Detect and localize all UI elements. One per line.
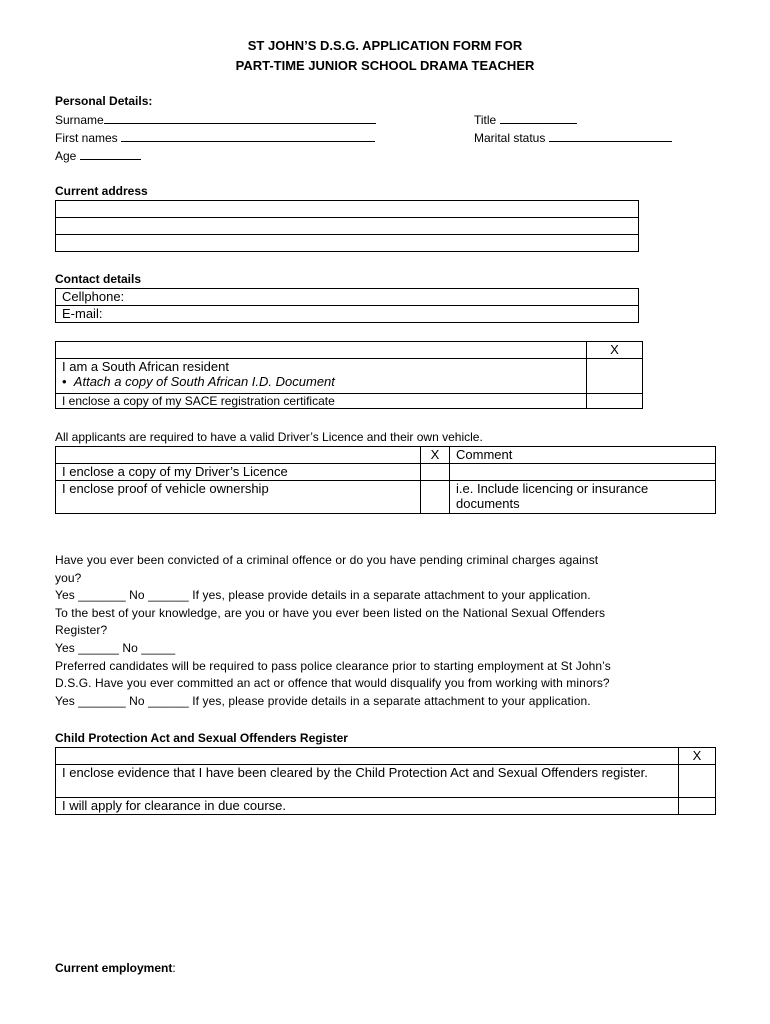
current-employment-heading: Current employment bbox=[55, 961, 173, 975]
attach-id-item: • Attach a copy of South African I.D. Document bbox=[62, 374, 335, 389]
licence-copy-label: I enclose a copy of my Driver’s Licence bbox=[56, 464, 421, 481]
residency-x-header: X bbox=[587, 342, 643, 359]
q3-answer[interactable]: Yes _______ No ______ If yes, please provide details in a separate attachment to your application. bbox=[55, 693, 591, 708]
sace-x-cell[interactable] bbox=[587, 394, 643, 409]
title-row bbox=[474, 112, 577, 127]
resident-x-cell[interactable] bbox=[587, 359, 643, 394]
email-field[interactable]: E-mail: bbox=[56, 306, 639, 323]
licence-copy-comment-cell[interactable] bbox=[450, 464, 716, 481]
licence-copy-x-cell[interactable] bbox=[421, 464, 450, 481]
first-names-row bbox=[55, 130, 375, 145]
surname-field[interactable] bbox=[104, 112, 376, 124]
child-protection-x-header: X bbox=[679, 748, 716, 765]
q1-text-b: you? bbox=[55, 570, 82, 585]
apply-clearance-label: I will apply for clearance in due course. bbox=[56, 798, 679, 815]
licence-x-header: X bbox=[421, 447, 450, 464]
first-names-field[interactable] bbox=[121, 130, 375, 142]
q3-text-b: D.S.G. Have you ever committed an act or offence that would disqualify you from working with minors? bbox=[55, 676, 610, 691]
vehicle-ownership-x-cell[interactable] bbox=[421, 481, 450, 514]
age-field[interactable] bbox=[80, 148, 141, 160]
sace-label: I enclose a copy of my SACE registration certificate bbox=[56, 394, 587, 409]
q1-answer[interactable]: Yes _______ No ______ If yes, please provide details in a separate attachment to your application. bbox=[55, 588, 591, 603]
address-line-3[interactable] bbox=[56, 235, 639, 252]
vehicle-ownership-label: I enclose proof of vehicle ownership bbox=[56, 481, 421, 514]
title-field[interactable] bbox=[500, 112, 577, 124]
residency-row bbox=[56, 359, 587, 394]
child-protection-heading: Child Protection Act and Sexual Offenders Register bbox=[55, 731, 348, 745]
contact-table bbox=[55, 288, 639, 323]
first-names-label: First names bbox=[55, 131, 118, 145]
attach-id-label: Attach a copy of South African I.D. Document bbox=[73, 374, 335, 389]
marital-status-row bbox=[474, 130, 672, 145]
surname-label: Surname bbox=[55, 113, 104, 127]
q2-answer[interactable]: Yes ______ No _____ bbox=[55, 640, 176, 655]
child-protection-table bbox=[55, 747, 716, 815]
title-label: Title bbox=[474, 113, 497, 127]
cleared-evidence-label: I enclose evidence that I have been cleared by the Child Protection Act and Sexual Offenders register. bbox=[56, 765, 679, 798]
address-table bbox=[55, 200, 639, 252]
contact-details-heading: Contact details bbox=[55, 272, 142, 286]
age-row bbox=[55, 148, 141, 163]
cleared-evidence-x-cell[interactable] bbox=[679, 765, 716, 798]
residency-table bbox=[55, 341, 643, 409]
q2-text-b: Register? bbox=[55, 623, 108, 638]
current-employment-colon: : bbox=[172, 961, 176, 975]
age-label: Age bbox=[55, 149, 77, 163]
q1-text-a: Have you ever been convicted of a criminal offence or do you have pending criminal charges against bbox=[55, 553, 599, 567]
form-title-line2: PART-TIME JUNIOR SCHOOL DRAMA TEACHER bbox=[235, 58, 535, 73]
marital-status-label: Marital status bbox=[474, 131, 546, 145]
licence-comment-header: Comment bbox=[450, 447, 716, 464]
licence-intro: All applicants are required to have a valid Driver’s Licence and their own vehicle. bbox=[55, 430, 483, 444]
criminal-questions bbox=[55, 552, 735, 710]
form-title-line1: ST JOHN’S D.S.G. APPLICATION FORM FOR bbox=[247, 38, 523, 53]
vehicle-ownership-comment: i.e. Include licencing or insurance documents bbox=[450, 481, 716, 514]
surname-row bbox=[55, 112, 376, 127]
q2-text-a: To the best of your knowledge, are you or have you ever been listed on the National Sexual Offenders bbox=[55, 605, 606, 620]
current-address-heading: Current address bbox=[55, 184, 148, 198]
resident-label: I am a South African resident bbox=[62, 359, 229, 374]
marital-status-field[interactable] bbox=[549, 130, 672, 142]
personal-details-heading: Personal Details: bbox=[55, 94, 153, 108]
cellphone-field[interactable]: Cellphone: bbox=[56, 289, 639, 306]
current-employment-row bbox=[55, 961, 176, 975]
address-line-2[interactable] bbox=[56, 218, 639, 235]
address-line-1[interactable] bbox=[56, 201, 639, 218]
licence-table bbox=[55, 446, 716, 514]
apply-clearance-x-cell[interactable] bbox=[679, 798, 716, 815]
q3-text-a: Preferred candidates will be required to pass police clearance prior to starting employment at St John’s bbox=[55, 658, 611, 673]
